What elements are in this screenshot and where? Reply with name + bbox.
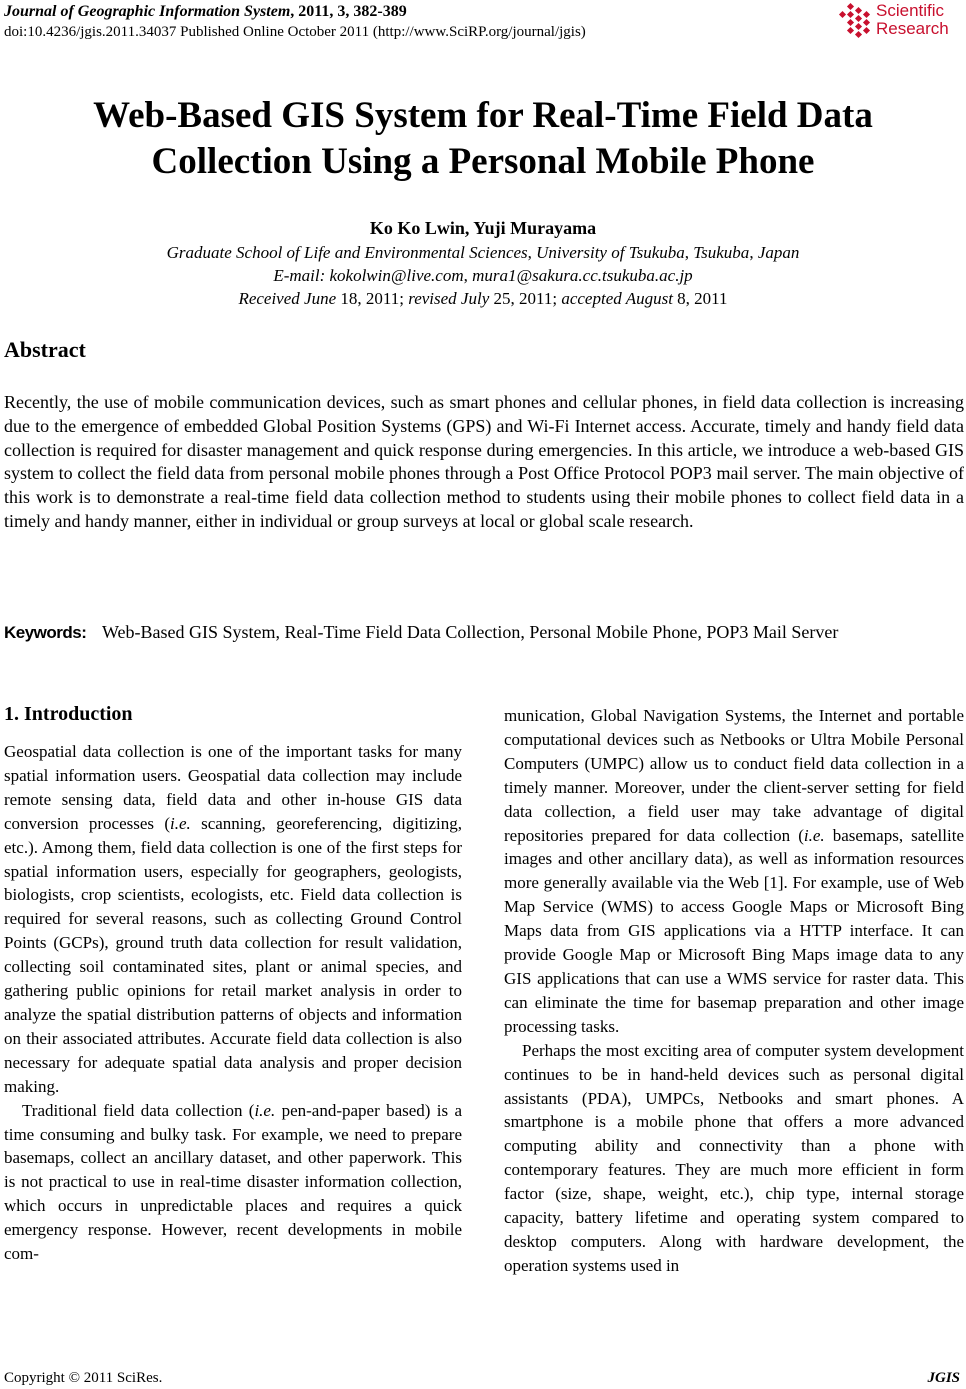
journal-name: Journal of Geographic Information System [4,3,291,20]
dates-line: Received June 18, 2011; revised July 25, 2011; accepted August 8, 2011 [238,289,728,308]
journal-issue: , 2011, 3, 382-389 [290,3,407,20]
publisher-logo [836,2,960,42]
paragraph: Traditional field data collection (i.e. pen-and-paper based) is a time consuming and bulky task. For example, we need to prepare basemaps, collect an ancillary dataset, and other paperwork. This is not practical to use in real-time disaster information collection, which occurs in unpredictable places and requires a quick emergency response. However, recent developments in mobile com- [4,1100,463,1264]
paper-title [0,93,966,185]
affiliation-block [0,241,966,310]
abstract-heading: Abstract [4,337,86,362]
logo-line-2: Research [876,19,949,38]
keywords-label: Keywords: [4,623,87,642]
journal-citation [4,2,407,22]
paragraph: Perhaps the most exciting area of computer system development continues to be in hand-held devices such as personal digital assistants (PDA), UMPCs, Netbooks and smart phones. A smartphone is a mobile phone that offers a more advanced computing ability and connectivity than a phone with contemporary features. They are much more efficient in form factor (size, shape, weight, etc.), chip type, internal storage capacity, battery lifetime and operating system compared to desktop computers. Along with hardware development, the operation systems used in [504,1040,964,1275]
paragraph: munication, Global Navigation Systems, the Internet and portable computational devices such as Netbooks or Ultra Mobile Personal Computers (UMPC) allow us to conduct field data collection in a timely manner. Moreover, under the client-server setting for field data collection, a field user may take advantage of digital repositories prepared for data collection (i.e. basemaps, satellite images and other ancillary data), as well as information resources more generally available via the Web [1]. For example, use of Web Map Service (WMS) to access Google Maps or Microsoft Bing Maps data from GIS applications via a HTTP interface. It can provide Google Map or Microsoft Bing Maps image data to any GIS applications that can use a WMS service for raster data. This can eliminate the time for basemap preparation and other image processing tasks. [504,706,964,1036]
right-column [504,704,964,1278]
section-heading-introduction: 1. Introduction [4,703,133,725]
doi-line: doi:10.4236/jgis.2011.34037 Published Online October 2011 (http://www.SciRP.org/journal/jgis) [4,24,586,40]
logo-mark-icon [836,2,874,42]
email-line: E-mail: kokolwin@live.com, mura1@sakura.cc.tsukuba.ac.jp [273,266,693,285]
left-column [4,740,462,1266]
abstract-body: Recently, the use of mobile communication devices, such as smart phones and cellular phones, in field data collection is increasing due to the emergence of embedded Global Position Systems (GPS) and Wi-Fi Internet access. Accurate, timely and handy field data collection is required for disaster management and quick response during emergencies. In this article, we introduce a web-based GIS system to collect the field data from personal mobile phones through a Post Office Protocol POP3 mail server. The main objective of this work is to demonstrate a real-time field data collection method to students using their mobile phones to collect field data in a timely and handy manner, either in individual or group surveys at local or global scale research. [4,392,964,531]
keywords-value: Web-Based GIS System, Real-Time Field Data Collection, Personal Mobile Phone, POP3 Mail Server [102,622,839,642]
keywords [4,620,964,645]
affiliation: Graduate School of Life and Environmental Sciences, University of Tsukuba, Tsukuba, Japan [166,243,800,262]
paragraph: Geospatial data collection is one of the important tasks for many spatial information users. Geospatial data collection may include remote sensing data, field data and other in-house GIS data conversion processes (i.e. scanning, georeferencing, digitizing, etc.). Among them, field data collection is one of the first steps for spatial information users, especially for geographers, geologists, biologists, crop scientists, ecologists, etc. Field data collection is required for several reasons, such as collecting Ground Control Points (GCPs), ground truth data collection for result validation, collecting soil contaminated sites, plant or animal species, and gathering public opinions for retail market analysis in order to analyze the spatial distribution patterns of objects and information on their associated attributes. Accurate field data collection is also necessary for adequate spatial data analysis and proper decision making. [4,742,462,1096]
footer-journal: JGIS [927,1370,960,1386]
logo-line-1: Scientific [876,1,945,20]
footer-copyright: Copyright © 2011 SciRes. [4,1370,163,1386]
authors: Ko Ko Lwin, Yuji Murayama [369,218,597,238]
title-line-1: Web-Based GIS System for Real-Time Field Data [93,95,873,136]
logo-text [876,2,949,38]
title-line-2: Collection Using a Personal Mobile Phone [151,141,815,182]
